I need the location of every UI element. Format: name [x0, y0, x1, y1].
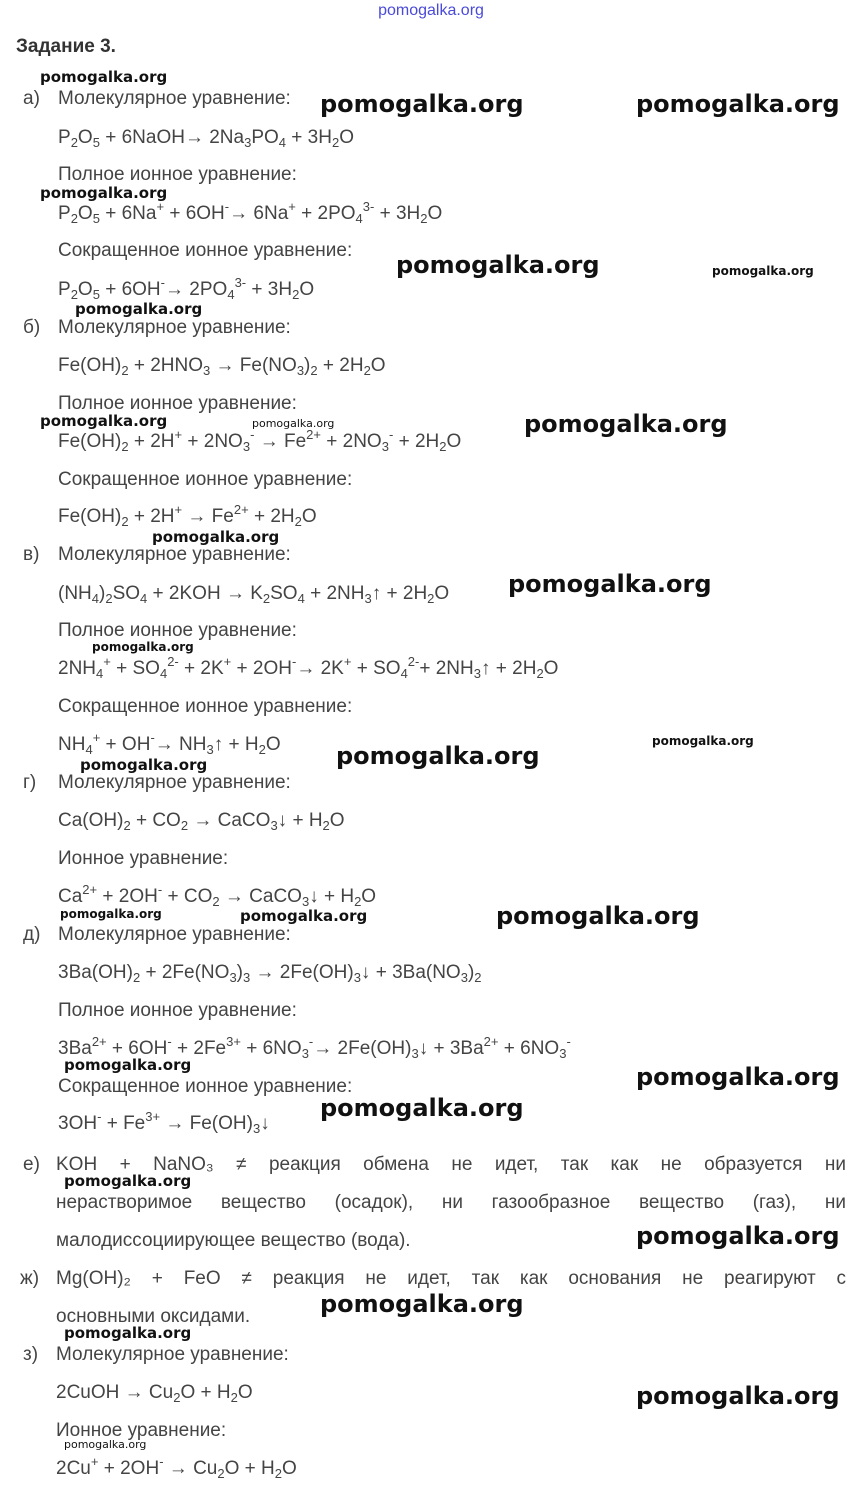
item-v-label: в): [23, 544, 40, 565]
item-a-short-ionic-label: Сокращенное ионное уравнение:: [58, 240, 353, 261]
watermark: pomogalka.org: [636, 1222, 840, 1250]
item-e-label: е): [23, 1154, 40, 1175]
watermark: pomogalka.org: [64, 1172, 192, 1190]
watermark: pomogalka.org: [508, 570, 712, 598]
watermark: pomogalka.org: [320, 1290, 524, 1318]
watermark: pomogalka.org: [240, 907, 368, 925]
watermark: pomogalka.org: [496, 902, 700, 930]
item-a-full-ionic-label: Полное ионное уравнение:: [58, 164, 297, 185]
item-e-text-line2: нерастворимое вещество (осадок), ни газообразное вещество (газ), ни: [56, 1192, 846, 1213]
item-g-ionic-label: Ионное уравнение:: [58, 848, 229, 869]
item-a-full-ionic-equation: $P_2O_5 + 6Na^+ + 6OH^-\to 6Na^+ + 2PO_4^{3-} + 3H_2O$: [58, 199, 443, 226]
watermark: pomogalka.org: [152, 528, 280, 546]
watermark: pomogalka.org: [396, 251, 600, 279]
item-g-label: г): [23, 772, 37, 793]
item-e-text-line3: малодиссоциирующее вещество (вода).: [56, 1230, 411, 1251]
item-a-label: а): [23, 88, 40, 109]
item-z-molecular-equation: 2CuOH → $Cu_2O + H_2O$: [56, 1382, 253, 1405]
watermark: pomogalka.org: [320, 1094, 524, 1122]
watermark: pomogalka.org: [64, 1056, 192, 1074]
item-d-short-ionic-equation: $3OH^- + Fe^{3+}$ → $Fe(OH)_3↓$: [58, 1109, 270, 1136]
watermark: pomogalka.org: [40, 68, 168, 86]
watermark: pomogalka.org: [64, 1324, 192, 1342]
item-a-molecular-label: Молекулярное уравнение:: [58, 88, 291, 109]
watermark: pomogalka.org: [60, 907, 162, 921]
item-b-short-ionic-equation: $Fe(OH)_2 + 2H^+ \to Fe^{2+} + 2H_2O$: [58, 502, 317, 529]
watermark: pomogalka.org: [336, 742, 540, 770]
item-zh-label: ж): [20, 1268, 40, 1289]
watermark: pomogalka.org: [64, 1438, 147, 1451]
item-b-full-ionic-equation: $Fe(OH)_2 + 2H^+ + 2NO_3^- \to Fe^{2+} + 2NO_3^- + 2H_2O$: [58, 427, 462, 454]
item-d-full-ionic-label: Полное ионное уравнение:: [58, 1000, 297, 1021]
watermark: pomogalka.org: [636, 1063, 840, 1091]
item-z-label: з): [23, 1344, 39, 1365]
item-b-molecular-equation: $Fe(OH)_2 + 2HNO_3 \to Fe(NO_3)_2 + 2H_2O$: [58, 355, 386, 378]
watermark: pomogalka.org: [75, 300, 203, 318]
watermark: pomogalka.org: [652, 734, 754, 748]
watermark: pomogalka.org: [636, 90, 840, 118]
watermark: pomogalka.org: [92, 640, 194, 654]
watermark: pomogalka.org: [712, 264, 814, 278]
item-v-short-ionic-label: Сокращенное ионное уравнение:: [58, 696, 353, 717]
watermark: pomogalka.org: [40, 184, 168, 202]
watermark: pomogalka.org: [636, 1382, 840, 1410]
item-g-ionic-equation: $Ca^{2+} + 2OH^- + CO_2$ → CaCO$_3$↓ + $H_2O$: [58, 882, 377, 909]
item-z-ionic-equation: $2Cu^+ + 2OH^- \to Cu_2O + H_2O$: [56, 1454, 297, 1481]
watermark: pomogalka.org: [320, 90, 524, 118]
watermark: pomogalka.org: [40, 412, 168, 430]
item-a-molecular-equation: $P_2O_5$ + 6NaOH→ $2Na_3PO_4 + 3H_2O$: [58, 127, 354, 150]
item-v-short-ionic-equation: $NH_4^+ + OH^-\to$ $NH_3↑ + H_2O$: [58, 730, 281, 757]
item-g-molecular-equation: $Ca(OH)_2 + CO_2$ → CaCO$_3$↓ + $H_2O$: [58, 810, 345, 833]
item-v-full-ionic-equation: $2NH_4^+ + SO_4^{2-} + 2K^+ + 2OH^-\to 2K^+ + SO_4^{2-}+$ $2NH_3↑ + 2H_2O$: [58, 654, 559, 681]
item-v-molecular-equation: $(NH_4)_2SO_4 + 2KOH \to K_2SO_4$ + $2NH_3↑ + 2H_2O$: [58, 583, 450, 606]
item-b-short-ionic-label: Сокращенное ионное уравнение:: [58, 469, 353, 490]
item-g-molecular-label: Молекулярное уравнение:: [58, 772, 291, 793]
item-b-label: б): [23, 317, 41, 338]
item-z-molecular-label: Молекулярное уравнение:: [56, 1344, 289, 1365]
item-e-text-line1: KOH + NaNO₃ ≠ реакция обмена не идет, так как не образуется ни: [56, 1154, 846, 1175]
item-d-full-ionic-equation: $3Ba^{2+} + 6OH^- + 2Fe^{3+} + 6NO_3^-\to$ $2Fe(OH)_3↓ + 3Ba^{2+} + 6NO_3^-$: [58, 1034, 571, 1061]
item-z-ionic-label: Ионное уравнение:: [56, 1420, 227, 1441]
item-a-short-ionic-equation: $P_2O_5 + 6OH^-\to 2PO_4^{3-} + 3H_2O$: [58, 275, 315, 302]
item-b-molecular-label: Молекулярное уравнение:: [58, 317, 291, 338]
item-d-molecular-label: Молекулярное уравнение:: [58, 924, 291, 945]
item-d-molecular-equation: $3Ba(OH)_2 + 2Fe(NO_3)_3$ → $2Fe(OH)_3↓ + 3Ba(NO_3)_2$: [58, 962, 482, 985]
watermark: pomogalka.org: [524, 410, 728, 438]
item-zh-text-line2: основными оксидами.: [56, 1306, 251, 1327]
watermark: pomogalka.org: [80, 756, 208, 774]
item-d-label: д): [23, 924, 41, 945]
task-title: Задание 3.: [16, 36, 116, 57]
item-v-molecular-label: Молекулярное уравнение:: [58, 544, 291, 565]
item-d-short-ionic-label: Сокращенное ионное уравнение:: [58, 1076, 353, 1097]
watermark: pomogalka.org: [252, 417, 335, 430]
item-zh-text-line1: Mg(OH)₂ + FeO ≠ реакция не идет, так как основания не реагируют с: [56, 1268, 846, 1289]
header-watermark[interactable]: pomogalka.org: [378, 2, 484, 19]
item-b-full-ionic-label: Полное ионное уравнение:: [58, 393, 297, 414]
item-v-full-ionic-label: Полное ионное уравнение:: [58, 620, 297, 641]
